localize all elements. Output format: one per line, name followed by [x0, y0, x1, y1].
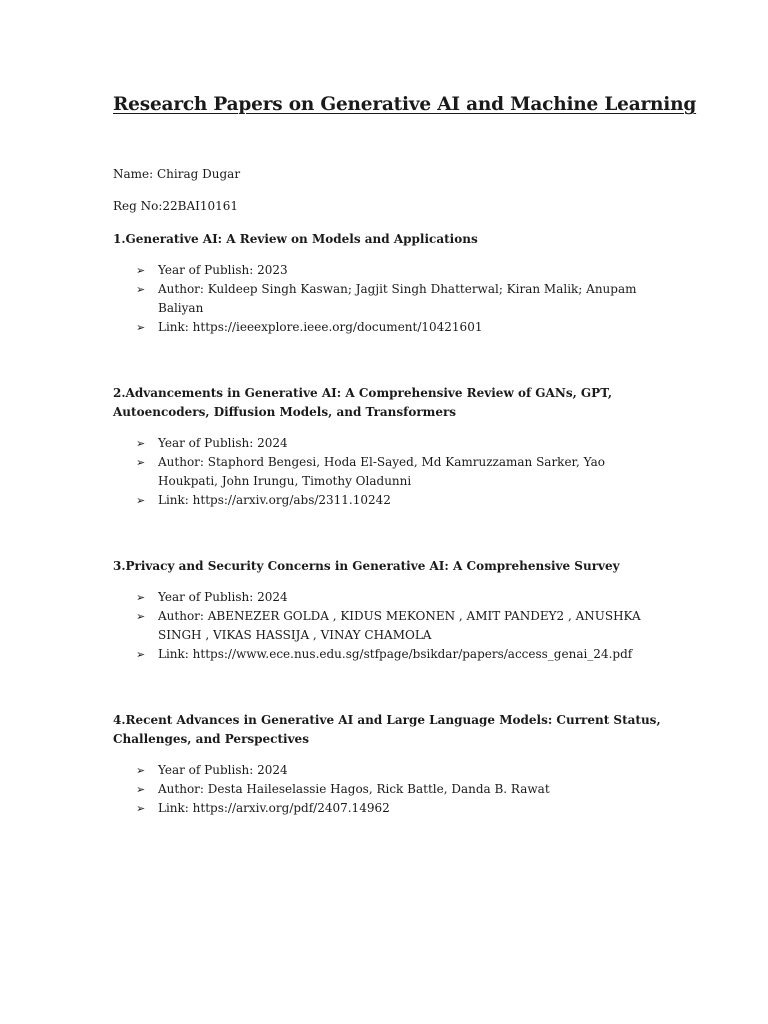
paper-title: 3.Privacy and Security Concerns in Generative AI: A Comprehensive Survey — [113, 559, 620, 573]
paper-link — [113, 645, 661, 664]
arrow-bullet-icon: ➢ — [136, 591, 146, 604]
paper-details-list — [113, 434, 661, 510]
paper-title: 2.Advancements in Generative AI: A Comprehensive Review of GANs, GPT, Autoencoders, Diffusion Models, and Transformers — [113, 386, 612, 419]
paper-entry-2 — [113, 384, 661, 510]
paper-link-text[interactable]: Link: https://arxiv.org/abs/2311.10242 — [158, 493, 391, 507]
paper-title: 4.Recent Advances in Generative AI and Large Language Models: Current Status, Challenges, and Perspectives — [113, 713, 661, 746]
arrow-bullet-icon: ➢ — [136, 456, 146, 469]
paper-year-text: Year of Publish: 2024 — [158, 763, 288, 777]
paper-link — [113, 318, 661, 337]
student-name: Name: Chirag Dugar — [113, 167, 241, 181]
arrow-bullet-icon: ➢ — [136, 321, 146, 334]
paper-details-list — [113, 761, 661, 818]
paper-link — [113, 799, 661, 818]
paper-author-text: Author: Staphord Bengesi, Hoda El-Sayed, Md Kamruzzaman Sarker, Yao Houkpati, John Irungu, Timothy Oladunni — [158, 455, 605, 488]
paper-entry-1 — [113, 230, 661, 337]
paper-author-text: Author: Desta Haileselassie Hagos, Rick Battle, Danda B. Rawat — [158, 782, 550, 796]
paper-entry-4 — [113, 711, 661, 818]
paper-title: 1.Generative AI: A Review on Models and Applications — [113, 232, 478, 246]
registration-number: Reg No:22BAI10161 — [113, 199, 239, 213]
paper-year — [113, 761, 661, 780]
arrow-bullet-icon: ➢ — [136, 764, 146, 777]
paper-year-text: Year of Publish: 2024 — [158, 436, 288, 450]
paper-year — [113, 434, 661, 453]
document-title: Research Papers on Generative AI and Machine Learning — [113, 94, 697, 115]
paper-author — [113, 780, 661, 799]
paper-year — [113, 261, 661, 280]
paper-details-list — [113, 261, 661, 337]
paper-author — [113, 607, 661, 645]
paper-link-text[interactable]: Link: https://ieeexplore.ieee.org/document/10421601 — [158, 320, 483, 334]
paper-year-text: Year of Publish: 2024 — [158, 590, 288, 604]
paper-link — [113, 491, 661, 510]
arrow-bullet-icon: ➢ — [136, 648, 146, 661]
paper-year — [113, 588, 661, 607]
paper-details-list — [113, 588, 661, 664]
paper-author-text: Author: Kuldeep Singh Kaswan; Jagjit Singh Dhatterwal; Kiran Malik; Anupam Baliyan — [158, 282, 637, 315]
arrow-bullet-icon: ➢ — [136, 494, 146, 507]
paper-author-text: Author: ABENEZER GOLDA , KIDUS MEKONEN , AMIT PANDEY2 , ANUSHKA SINGH , VIKAS HASSIJA , VINAY CHAMOLA — [158, 609, 641, 642]
arrow-bullet-icon: ➢ — [136, 610, 146, 623]
paper-year-text: Year of Publish: 2023 — [158, 263, 288, 277]
paper-author — [113, 280, 661, 318]
arrow-bullet-icon: ➢ — [136, 437, 146, 450]
paper-entry-3 — [113, 557, 661, 664]
arrow-bullet-icon: ➢ — [136, 802, 146, 815]
arrow-bullet-icon: ➢ — [136, 264, 146, 277]
paper-link-text[interactable]: Link: https://www.ece.nus.edu.sg/stfpage/bsikdar/papers/access_genai_24.pdf — [158, 647, 633, 661]
paper-author — [113, 453, 661, 491]
arrow-bullet-icon: ➢ — [136, 283, 146, 296]
paper-link-text[interactable]: Link: https://arxiv.org/pdf/2407.14962 — [158, 801, 390, 815]
arrow-bullet-icon: ➢ — [136, 783, 146, 796]
